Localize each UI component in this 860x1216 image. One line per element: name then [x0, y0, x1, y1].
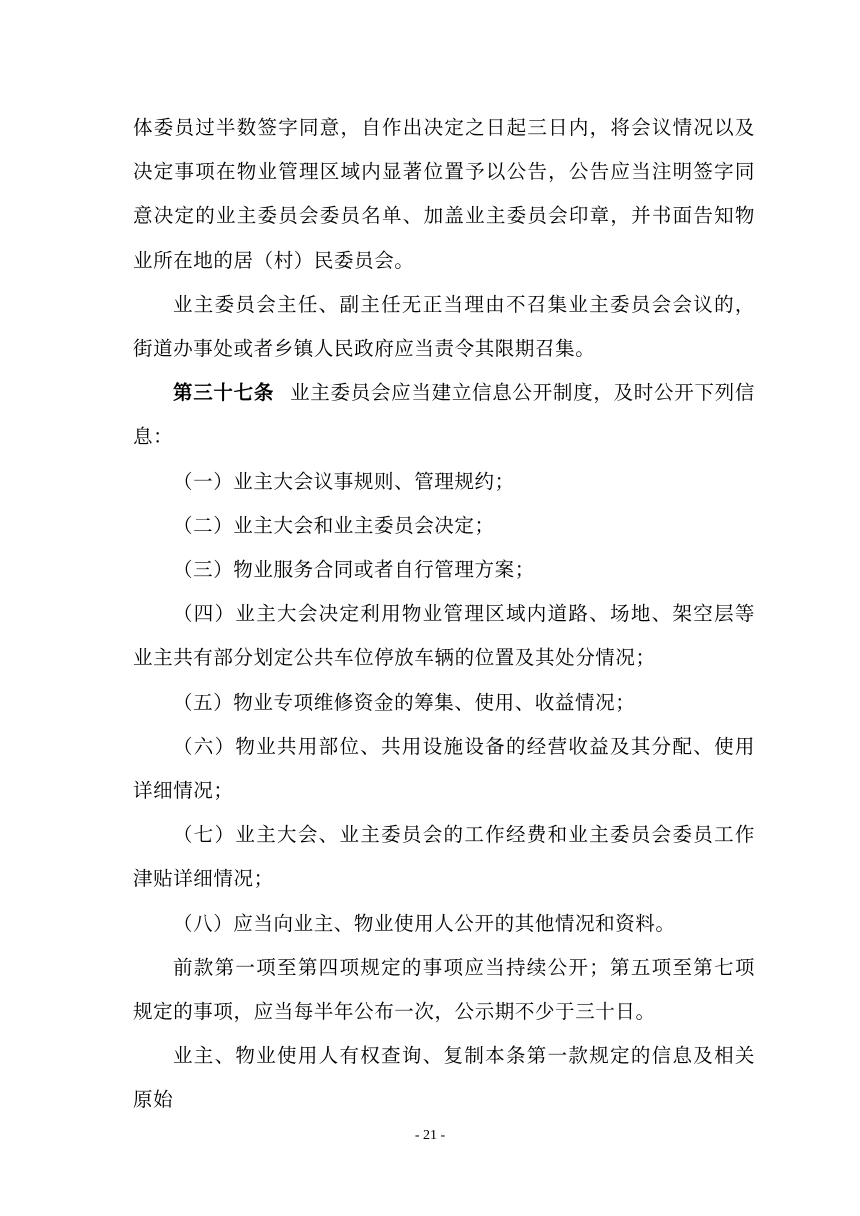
paragraph-right-to-inquire: 业主、物业使用人有权查询、复制本条第一款规定的信息及相关原始 [133, 1044, 755, 1112]
list-item-7: （七）业主大会、业主委员会的工作经费和业主委员会委员工作津贴详细情况； [133, 823, 755, 891]
paragraph-article-37 [133, 371, 755, 459]
list-item-4: （四）业主大会决定利用物业管理区域内道路、场地、架空层等业主共有部分划定公共车位停放车辆的位置及其处分情况； [133, 602, 755, 670]
list-item-8: （八）应当向业主、物业使用人公开的其他情况和资料。 [173, 911, 676, 935]
list-item-1: （一）业主大会议事规则、管理规约； [173, 469, 515, 493]
list-item-6: （六）物业共用部位、共用设施设备的经营收益及其分配、使用详细情况； [133, 734, 755, 803]
list-item-5: （五）物业专项维修资金的筹集、使用、收益情况； [173, 690, 636, 714]
article-text: 业主委员会应当建立信息公开制度，及时公开下列信息： [133, 381, 755, 449]
document-body [133, 106, 755, 1123]
list-item-2: （二）业主大会和业主委员会决定； [173, 513, 495, 537]
paragraph-convene-meeting: 业主委员会主任、副主任无正当理由不召集业主委员会会议的，街道办事处或者乡镇人民政府应当责令其限期召集。 [133, 292, 755, 361]
article-heading: 第三十七条 [173, 381, 275, 405]
page-number: - 21 - [414, 1128, 446, 1143]
paragraph-continuation: 体委员过半数签字同意，自作出决定之日起三日内，将会议情况以及决定事项在物业管理区域内显著位置予以公告，公告应当注明签字同意决定的业主委员会委员名单、加盖业主委员会印章，并书面告知物业所在地的居（村）民委员会。 [133, 116, 755, 272]
paragraph-disclosure-period: 前款第一项至第四项规定的事项应当持续公开；第五项至第七项规定的事项，应当每半年公布一次，公示期不少于三十日。 [133, 955, 755, 1024]
list-item-3: （三）物业服务合同或者自行管理方案； [173, 558, 535, 582]
